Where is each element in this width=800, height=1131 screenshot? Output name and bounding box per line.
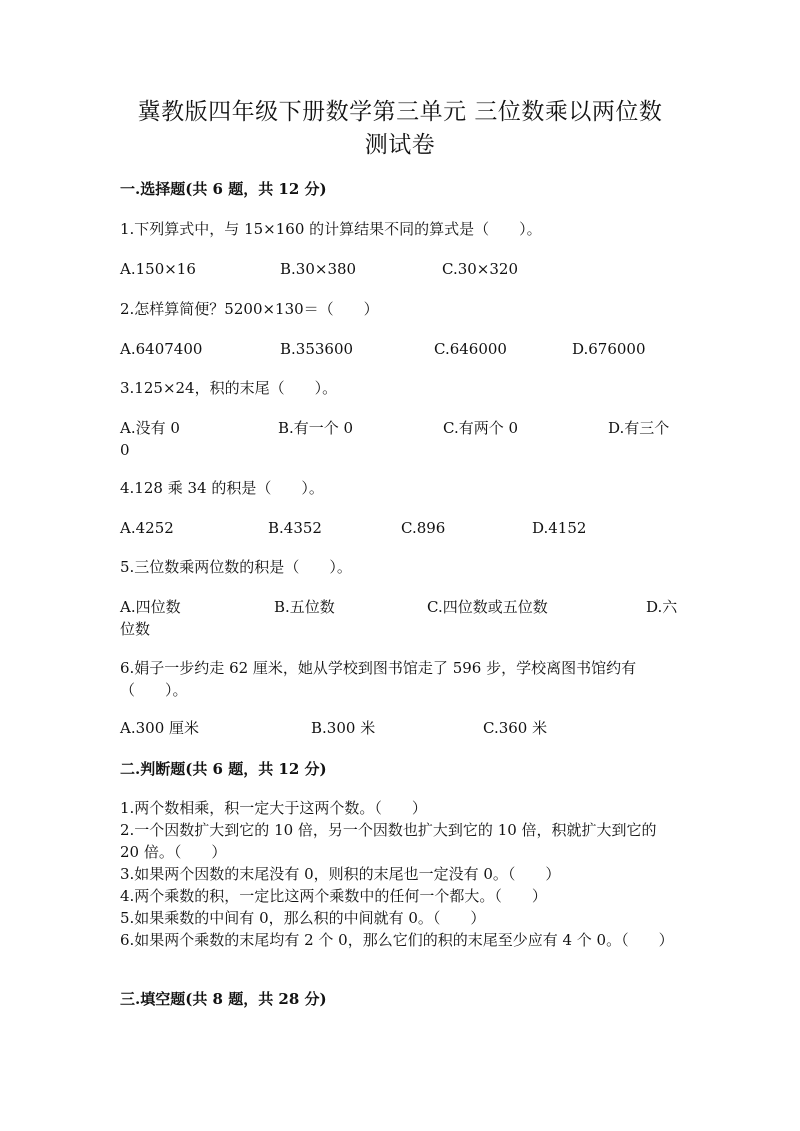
q1-option-b: B.30×380: [280, 260, 357, 278]
q4-option-d: D.4152: [532, 519, 587, 537]
q5-option-b: B.五位数: [274, 598, 335, 616]
q1-option-a: A.150×16: [120, 260, 196, 278]
section1-heading: 一.选择题(共 6 题，共 12 分): [120, 180, 327, 198]
q6-option-b: B.300 米: [311, 719, 376, 737]
q6-option-c: C.360 米: [483, 719, 548, 737]
q4-option-b: B.4352: [268, 519, 322, 537]
q1-option-c: C.30×320: [442, 260, 518, 278]
q2-option-b: B.353600: [280, 340, 354, 358]
judge-item-3: 3.如果两个因数的末尾没有 0，则积的末尾也一定没有 0。（ ）: [120, 865, 561, 883]
q5-option-a: A.四位数: [120, 598, 181, 616]
section2-heading: 二.判断题(共 6 题，共 12 分): [120, 760, 327, 778]
judge-item-6: 6.如果两个乘数的末尾均有 2 个 0，那么它们的积的末尾至少应有 4 个 0。（ ）: [120, 931, 674, 949]
q2-option-d: D.676000: [572, 340, 646, 358]
q3-option-b: B.有一个 0: [278, 419, 354, 437]
q6-option-a: A.300 厘米: [120, 719, 199, 737]
q2-option-a: A.6407400: [120, 340, 203, 358]
q3-option-d-wrap: 0: [120, 441, 130, 459]
question-1: 1.下列算式中，与 15×160 的计算结果不同的算式是（ ）。: [120, 220, 542, 238]
judge-item-4: 4.两个乘数的积，一定比这两个乘数中的任何一个都大。（ ）: [120, 887, 547, 905]
judge-item-5: 5.如果乘数的中间有 0，那么积的中间就有 0。（ ）: [120, 909, 486, 927]
page-title-line2: 测试卷: [364, 132, 436, 158]
q5-option-d-wrap: 位数: [120, 620, 151, 638]
question-6: 6.娟子一步约走 62 厘米，她从学校到图书馆走了 596 步，学校离图书馆约有（ ）。: [120, 659, 637, 699]
q3-option-c: C.有两个 0: [443, 419, 519, 437]
question-5: 5.三位数乘两位数的积是（ ）。: [120, 558, 352, 576]
q4-option-c: C.896: [401, 519, 446, 537]
q2-option-c: C.646000: [434, 340, 507, 358]
q3-option-a: A.没有 0: [120, 419, 180, 437]
page-title-line1: 冀教版四年级下册数学第三单元 三位数乘以两位数: [137, 99, 663, 125]
question-3: 3.125×24，积的末尾（ ）。: [120, 379, 338, 397]
q5-option-c: C.四位数或五位数: [427, 598, 548, 616]
question-4: 4.128 乘 34 的积是（ ）。: [120, 479, 324, 497]
section3-heading: 三.填空题(共 8 题，共 28 分): [120, 990, 327, 1008]
question-2: 2.怎样算简便？5200×130＝（ ）: [120, 300, 379, 318]
q3-option-d: D.有三个: [608, 419, 670, 437]
judge-item-2: 2.一个因数扩大到它的 10 倍，另一个因数也扩大到它的 10 倍，积就扩大到它的 20 倍。（ ）: [120, 821, 657, 861]
judge-item-1: 1.两个数相乘，积一定大于这两个数。（ ）: [120, 799, 427, 817]
q5-option-d: D.六: [646, 598, 678, 616]
q4-option-a: A.4252: [120, 519, 174, 537]
